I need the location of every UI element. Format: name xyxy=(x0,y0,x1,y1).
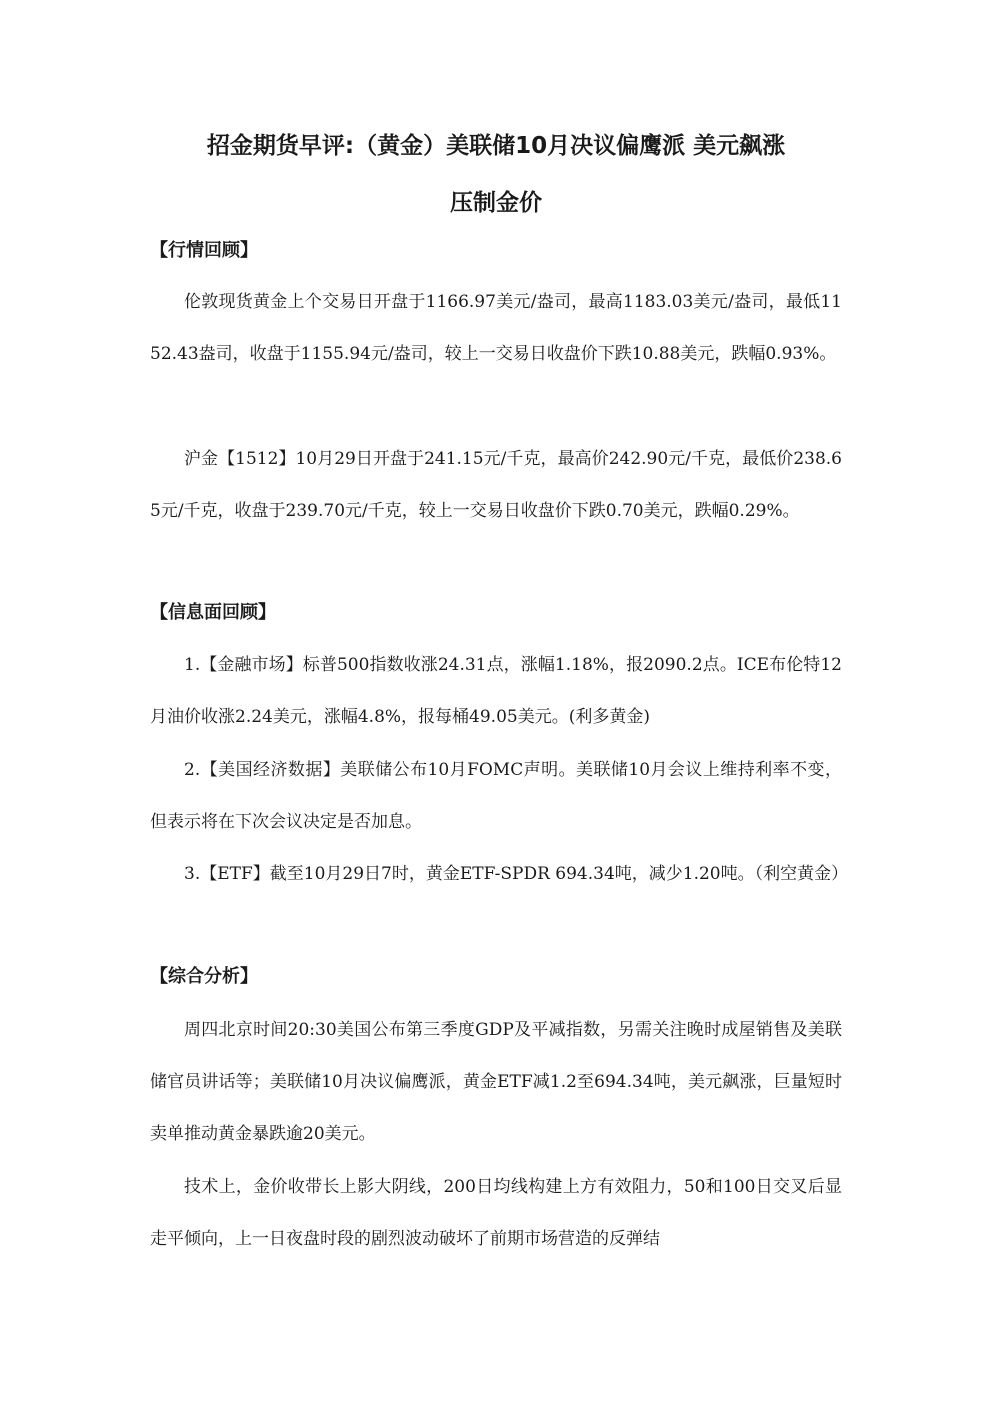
paragraph-news-us-economic-data: 2.【美国经济数据】美联储公布10月FOMC声明。美联储10月会议上维持利率不变，但表示将在下次会议决定是否加息。 xyxy=(150,760,842,832)
paragraph-shanghai-gold: 沪金【1512】10月29日开盘于241.15元/千克，最高价242.90元/千克，最低价238.65元/千克，收盘于239.70元/千克，较上一交易日收盘价下跌0.70美元，跌幅0.29%。 xyxy=(150,449,842,521)
paragraph-london-gold: 伦敦现货黄金上个交易日开盘于1166.97美元/盎司，最高1183.03美元/盎司，最低1152.43盎司，收盘于1155.94元/盎司，较上一交易日收盘价下跌10.88美元，跌幅0.93%。 xyxy=(150,292,842,364)
document-title-line1: 招金期货早评:（黄金）美联储10月决议偏鹰派 美元飙涨 xyxy=(206,133,786,159)
document-title xyxy=(150,118,842,232)
paragraph-news-financial-market: 1.【金融市场】标普500指数收涨24.31点，涨幅1.18%，报2090.2点。ICE布伦特12月油价收涨2.24美元，涨幅4.8%，报每桶49.05美元。(利多黄金) xyxy=(150,655,842,727)
document-title-line2: 压制金价 xyxy=(450,190,542,216)
section-heading-comprehensive-analysis: 【综合分析】 xyxy=(150,966,258,987)
section-heading-market-review: 【行情回顾】 xyxy=(150,240,258,261)
section-heading-news-review: 【信息面回顾】 xyxy=(150,602,276,623)
paragraph-news-etf: 3.【ETF】截至10月29日7时，黄金ETF-SPDR 694.34吨，减少1.20吨。（利空黄金） xyxy=(184,864,849,884)
paragraph-analysis-outlook: 周四北京时间20:30美国公布第三季度GDP及平减指数，另需关注晚时成屋销售及美联储官员讲话等；美联储10月决议偏鹰派，黄金ETF减1.2至694.34吨，美元飙涨，巨量短时卖单推动黄金暴跌逾20美元。 xyxy=(150,1020,842,1144)
paragraph-analysis-technical: 技术上，金价收带长上影大阴线，200日均线构建上方有效阻力，50和100日交叉后显走平倾向，上一日夜盘时段的剧烈波动破坏了前期市场营造的反弹结 xyxy=(150,1177,842,1249)
